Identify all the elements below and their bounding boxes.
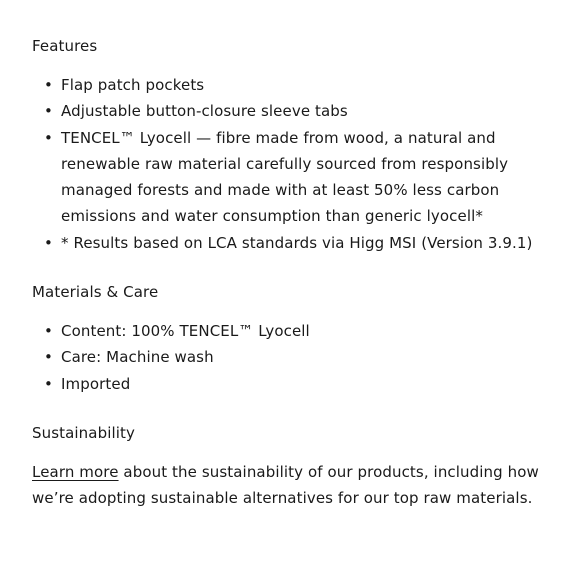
sustainability-heading: Sustainability — [32, 423, 135, 442]
list-item — [32, 318, 548, 344]
feature-text: TENCEL™ Lyocell — fibre made from wood, a natural and renewable raw material carefully sourced from responsibly managed forests and made with at least 50% less carbon emissions and water consumption than generic lyocell* — [61, 128, 509, 226]
materials-care-heading: Materials & Care — [32, 283, 159, 302]
list-item — [32, 72, 548, 98]
bullet-icon: • — [44, 233, 53, 252]
bullet-icon: • — [44, 374, 53, 393]
feature-text: Adjustable button-closure sleeve tabs — [61, 102, 348, 121]
feature-text: * Results based on LCA standards via Higg MSI (Version 3.9.1) — [61, 233, 533, 252]
bullet-icon: • — [44, 348, 53, 367]
list-item — [32, 98, 548, 124]
learn-more-link[interactable]: Learn more — [32, 462, 119, 481]
material-text: Content: 100% TENCEL™ Lyocell — [61, 322, 310, 341]
section-spacer — [32, 256, 548, 282]
features-heading: Features — [32, 37, 98, 55]
sustainability-paragraph — [32, 459, 548, 512]
list-item — [32, 125, 548, 230]
materials-care-list — [32, 318, 548, 397]
bullet-icon: • — [44, 76, 53, 94]
list-item — [32, 371, 548, 397]
feature-text: Flap patch pockets — [61, 76, 205, 94]
sustainability-text: about the sustainability of our products, including how we’re adopting sustainable alternatives for our top raw materials. — [32, 462, 539, 508]
section-spacer — [32, 397, 548, 423]
list-item — [32, 230, 548, 256]
bullet-icon: • — [44, 102, 53, 121]
features-list — [32, 72, 548, 256]
bullet-icon: • — [44, 128, 53, 147]
material-text: Care: Machine wash — [61, 348, 214, 367]
list-item — [32, 344, 548, 370]
material-text: Imported — [61, 374, 131, 393]
bullet-icon: • — [44, 322, 53, 341]
